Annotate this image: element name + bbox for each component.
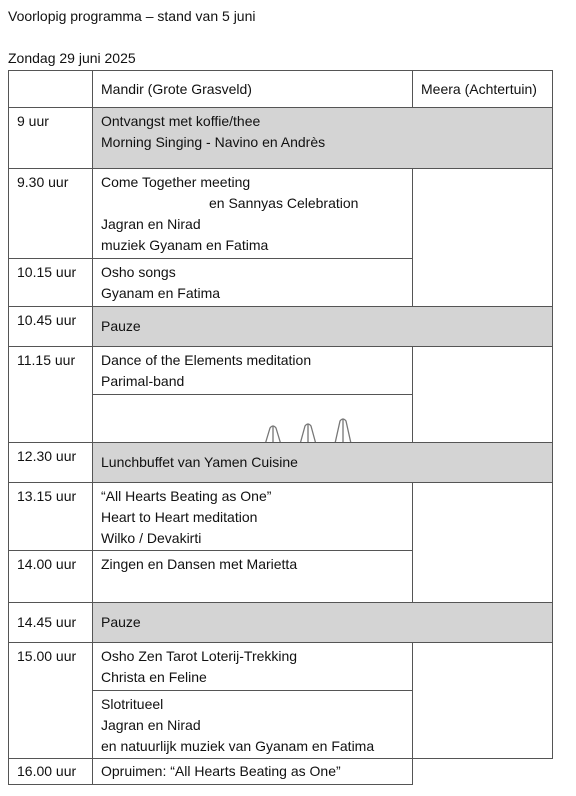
activity-line: Osho Zen Tarot Loterij-Trekking bbox=[101, 648, 298, 664]
time-cell: 11.15 uur bbox=[8, 346, 93, 443]
time-cell: 14.00 uur bbox=[8, 550, 93, 603]
activity-cell bbox=[92, 168, 413, 259]
activity-cell bbox=[92, 442, 553, 483]
activity-line: Wilko / Devakirti bbox=[101, 530, 202, 546]
activity-line: Gyanam en Fatima bbox=[101, 285, 221, 301]
activity-cell bbox=[92, 550, 413, 603]
time-cell: 10.15 uur bbox=[8, 258, 93, 307]
activity-line: Parimal-band bbox=[101, 373, 185, 389]
time-cell: 14.45 uur bbox=[8, 602, 93, 643]
program-table bbox=[8, 70, 553, 785]
activity-cell bbox=[92, 258, 413, 307]
time-cell: 12.30 uur bbox=[8, 442, 93, 483]
activity-line: Pauze bbox=[101, 614, 141, 630]
activity-line: en natuurlijk muziek van Gyanam en Fatima bbox=[101, 738, 375, 754]
activity-cell bbox=[92, 346, 413, 395]
activity-cell bbox=[92, 690, 413, 759]
header-cell-meera: Meera (Achtertuin) bbox=[412, 70, 553, 108]
time-cell: 16.00 uur bbox=[8, 758, 93, 785]
activity-line: Ontvangst met koffie/thee bbox=[101, 113, 261, 129]
activity-line: Zingen en Dansen met Marietta bbox=[101, 556, 298, 572]
activity-line: Come Together meeting bbox=[101, 174, 251, 190]
time-cell: 13.15 uur bbox=[8, 482, 93, 551]
activity-line: Jagran en Nirad bbox=[101, 216, 201, 232]
activity-line: Opruimen: “All Hearts Beating as One” bbox=[101, 763, 341, 779]
time-cell: 9.30 uur bbox=[8, 168, 93, 259]
activity-cell bbox=[92, 482, 413, 551]
activity-cell bbox=[92, 642, 413, 691]
activity-cell bbox=[92, 107, 553, 169]
time-cell: 9 uur bbox=[8, 107, 93, 169]
date-heading: Zondag 29 juni 2025 bbox=[8, 50, 136, 66]
activity-line: Lunchbuffet van Yamen Cuisine bbox=[101, 454, 298, 470]
activity-cell bbox=[92, 394, 413, 443]
header-cell-time bbox=[8, 70, 93, 108]
activity-line: en Sannyas Celebration bbox=[209, 195, 359, 211]
activity-line: Jagran en Nirad bbox=[101, 717, 201, 733]
activity-line: Christa en Feline bbox=[101, 669, 207, 685]
activity-line: Osho songs bbox=[101, 264, 176, 280]
activity-line: Slotritueel bbox=[101, 696, 164, 712]
time-cell: 10.45 uur bbox=[8, 306, 93, 347]
activity-cell bbox=[92, 758, 413, 785]
meera-cell bbox=[412, 168, 553, 307]
activity-line: “All Hearts Beating as One” bbox=[101, 488, 272, 504]
time-cell: 15.00 uur bbox=[8, 642, 93, 759]
activity-cell bbox=[92, 306, 553, 347]
activity-line: muziek Gyanam en Fatima bbox=[101, 237, 269, 253]
header-cell-mandir: Mandir (Grote Grasveld) bbox=[92, 70, 413, 108]
page-title: Voorlopig programma – stand van 5 juni bbox=[8, 8, 256, 24]
meera-cell bbox=[412, 642, 553, 759]
meera-cell bbox=[412, 482, 553, 603]
activity-line: Morning Singing - Navino en Andrès bbox=[101, 134, 326, 150]
meera-cell bbox=[412, 346, 553, 443]
activity-line: Pauze bbox=[101, 318, 141, 334]
activity-line: Heart to Heart meditation bbox=[101, 509, 258, 525]
activity-cell bbox=[92, 602, 553, 643]
activity-line: Dance of the Elements meditation bbox=[101, 352, 312, 368]
